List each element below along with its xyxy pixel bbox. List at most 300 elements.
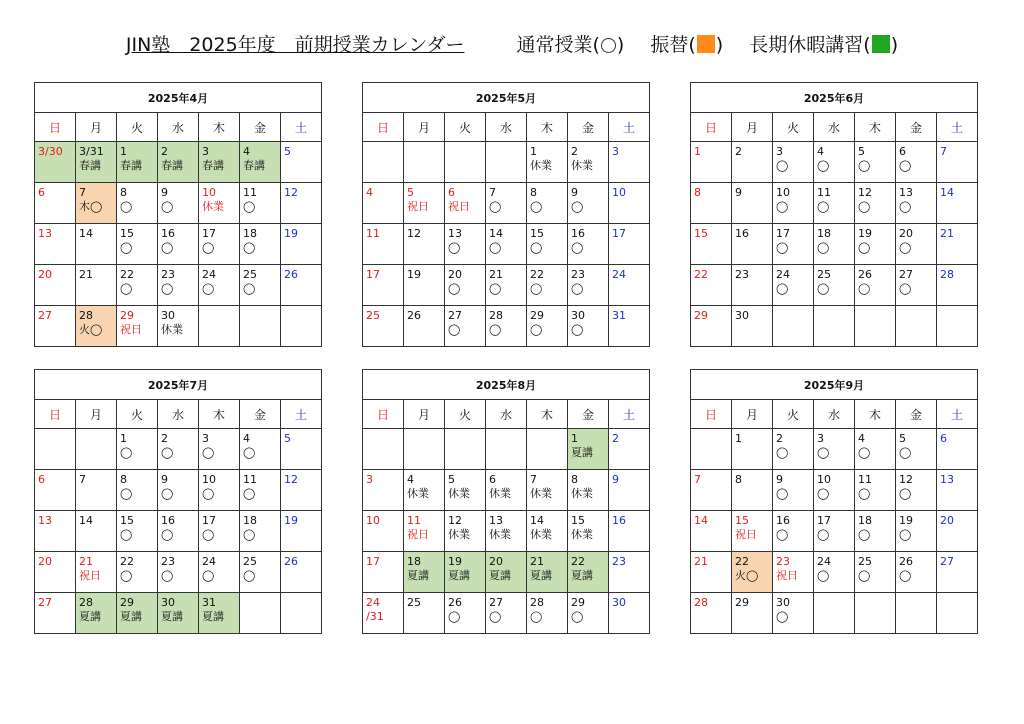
day-number: 29: [120, 596, 134, 609]
day-number: 19: [448, 555, 462, 568]
day-cell: [732, 511, 773, 552]
day-note: 春講: [120, 159, 142, 172]
day-number: 25: [243, 555, 257, 568]
day-number: 27: [448, 309, 462, 322]
day-cell: [281, 552, 322, 593]
day-number: 8: [120, 186, 127, 199]
day-cell: [609, 593, 650, 634]
day-number: 22: [694, 268, 708, 281]
day-number: 2: [571, 145, 578, 158]
day-cell: [363, 265, 404, 306]
day-note: ◯: [202, 241, 215, 254]
week-row: [363, 429, 650, 470]
day-note: ◯: [858, 487, 871, 500]
day-cell: [691, 593, 732, 634]
empty-cell: [486, 142, 527, 183]
day-note: ◯: [899, 241, 912, 254]
day-cell: [76, 142, 117, 183]
day-note: 火◯: [79, 323, 103, 336]
legend-close: ): [616, 34, 625, 56]
day-cell: [896, 470, 937, 511]
day-number: 19: [858, 227, 872, 240]
day-cell: [158, 183, 199, 224]
day-note: ◯: [161, 446, 174, 459]
day-note: 休業: [530, 159, 552, 172]
day-number: 3/30: [38, 145, 63, 158]
day-cell: [937, 265, 978, 306]
day-cell: [568, 265, 609, 306]
day-number: 14: [530, 514, 544, 527]
day-number: 8: [735, 473, 742, 486]
day-cell: [281, 265, 322, 306]
week-row: [363, 511, 650, 552]
day-note: ◯: [858, 241, 871, 254]
day-number: 2: [161, 145, 168, 158]
day-cell: [117, 593, 158, 634]
legend-close: ): [715, 34, 724, 56]
weekday-header: 火: [445, 113, 486, 142]
day-cell: [445, 183, 486, 224]
day-cell: [609, 224, 650, 265]
day-cell: [896, 142, 937, 183]
week-row: [691, 183, 978, 224]
day-number: 19: [284, 514, 298, 527]
day-note: 祝日: [407, 528, 429, 541]
day-number: 17: [366, 555, 380, 568]
day-note: ◯: [243, 241, 256, 254]
day-cell: [404, 224, 445, 265]
day-number: 23: [776, 555, 790, 568]
day-cell: [76, 183, 117, 224]
day-cell: [691, 183, 732, 224]
day-number: 27: [940, 555, 954, 568]
day-note: ◯: [530, 200, 543, 213]
day-cell: [363, 552, 404, 593]
month-title: 2025年8月: [363, 370, 650, 400]
day-cell: [609, 470, 650, 511]
day-cell: [937, 429, 978, 470]
day-number: 30: [776, 596, 790, 609]
day-number: 26: [407, 309, 421, 322]
day-number: 18: [858, 514, 872, 527]
day-number: 2: [612, 432, 619, 445]
day-number: 29: [120, 309, 134, 322]
day-number: 11: [858, 473, 872, 486]
empty-cell: [937, 306, 978, 347]
empty-cell: [691, 429, 732, 470]
day-number: 9: [776, 473, 783, 486]
day-number: 2: [161, 432, 168, 445]
day-note: ◯: [448, 610, 461, 623]
day-cell: [568, 224, 609, 265]
day-cell: [568, 470, 609, 511]
day-cell: [568, 183, 609, 224]
day-number: 4: [243, 145, 250, 158]
day-number: 26: [284, 555, 298, 568]
day-cell: [814, 224, 855, 265]
day-number: 21: [694, 555, 708, 568]
day-note: 休業: [448, 487, 470, 500]
day-number: 28: [79, 309, 93, 322]
day-note: ◯: [161, 569, 174, 582]
day-cell: [855, 511, 896, 552]
day-cell: [691, 511, 732, 552]
day-number: 26: [858, 268, 872, 281]
day-cell: [486, 470, 527, 511]
day-cell: [896, 265, 937, 306]
weekday-header: 火: [773, 400, 814, 429]
day-note: 休業: [202, 200, 224, 213]
day-number: 3/31: [79, 145, 104, 158]
weekday-header: 月: [404, 400, 445, 429]
day-note: 春講: [243, 159, 265, 172]
day-number: 3: [612, 145, 619, 158]
weekday-header: 月: [732, 113, 773, 142]
week-row: [691, 429, 978, 470]
day-cell: [609, 429, 650, 470]
day-cell: [117, 224, 158, 265]
day-note: 春講: [161, 159, 183, 172]
day-number: 1: [120, 432, 127, 445]
day-cell: [486, 511, 527, 552]
day-cell: [35, 511, 76, 552]
day-note: ◯: [571, 282, 584, 295]
day-number: 12: [858, 186, 872, 199]
day-note: ◯: [120, 487, 133, 500]
day-number: 3: [202, 145, 209, 158]
weekday-header: 日: [35, 113, 76, 142]
day-cell: [691, 265, 732, 306]
day-number: 4: [407, 473, 414, 486]
empty-cell: [199, 306, 240, 347]
day-note: 夏講: [407, 569, 429, 582]
day-cell: [527, 511, 568, 552]
month-title: 2025年7月: [35, 370, 322, 400]
day-cell: [568, 593, 609, 634]
day-number: 21: [940, 227, 954, 240]
day-note: ◯: [817, 241, 830, 254]
week-row: [363, 224, 650, 265]
day-note: 休業: [571, 487, 593, 500]
week-row: [691, 142, 978, 183]
weekday-header: 土: [609, 400, 650, 429]
day-number: 10: [817, 473, 831, 486]
legend-substitute: [650, 34, 723, 56]
day-note: 夏講: [120, 610, 142, 623]
empty-cell: [937, 593, 978, 634]
week-row: [691, 470, 978, 511]
day-cell: [363, 183, 404, 224]
day-number: 9: [161, 473, 168, 486]
day-number: 7: [79, 186, 86, 199]
empty-cell: [445, 429, 486, 470]
day-cell: [404, 265, 445, 306]
day-number: 19: [899, 514, 913, 527]
day-cell: [281, 183, 322, 224]
day-cell: [568, 306, 609, 347]
week-row: [691, 511, 978, 552]
day-cell: [240, 224, 281, 265]
day-number: 23: [571, 268, 585, 281]
day-note: ◯: [858, 569, 871, 582]
empty-cell: [404, 429, 445, 470]
day-number: 28: [940, 268, 954, 281]
day-cell: [404, 552, 445, 593]
day-number: 5: [448, 473, 455, 486]
day-cell: [199, 183, 240, 224]
day-number: 29: [530, 309, 544, 322]
day-cell: [527, 470, 568, 511]
day-number: 6: [899, 145, 906, 158]
day-note: ◯: [776, 528, 789, 541]
empty-cell: [896, 306, 937, 347]
day-number: 7: [79, 473, 86, 486]
month-title: 2025年4月: [35, 83, 322, 113]
day-number: 12: [284, 186, 298, 199]
day-note: 夏講: [571, 569, 593, 582]
day-number: 20: [940, 514, 954, 527]
day-cell: [527, 552, 568, 593]
day-note: ◯: [161, 282, 174, 295]
month-title: 2025年6月: [691, 83, 978, 113]
day-cell: [76, 470, 117, 511]
day-cell: [240, 511, 281, 552]
day-number: 1: [735, 432, 742, 445]
empty-cell: [527, 429, 568, 470]
day-note: ◯: [202, 569, 215, 582]
day-cell: [76, 224, 117, 265]
day-note: 祝日: [120, 323, 142, 336]
day-number: 1: [694, 145, 701, 158]
day-cell: [445, 265, 486, 306]
day-number: 10: [366, 514, 380, 527]
day-cell: [486, 552, 527, 593]
day-note: ◯: [571, 323, 584, 336]
day-cell: [814, 552, 855, 593]
day-number: 1: [571, 432, 578, 445]
day-cell: [773, 265, 814, 306]
day-cell: [158, 511, 199, 552]
weekday-header: 金: [896, 400, 937, 429]
day-cell: [76, 511, 117, 552]
day-number: 22: [120, 268, 134, 281]
day-cell: [732, 142, 773, 183]
day-cell: [363, 511, 404, 552]
day-cell: [814, 429, 855, 470]
week-row: [691, 593, 978, 634]
day-number: 22: [571, 555, 585, 568]
day-note: 祝日: [735, 528, 757, 541]
day-number: 19: [284, 227, 298, 240]
day-cell: [896, 224, 937, 265]
day-note: ◯: [571, 610, 584, 623]
day-number: 13: [899, 186, 913, 199]
month-calendar: [34, 369, 322, 634]
day-cell: [855, 470, 896, 511]
day-number: 31: [612, 309, 626, 322]
day-number: 13: [38, 227, 52, 240]
legend-long-break: [749, 34, 898, 56]
day-note: ◯: [202, 446, 215, 459]
day-cell: [281, 511, 322, 552]
day-cell: [117, 511, 158, 552]
day-number: 4: [366, 186, 373, 199]
day-number: 9: [571, 186, 578, 199]
day-note: ◯: [571, 200, 584, 213]
day-number: 2: [735, 145, 742, 158]
day-cell: [117, 183, 158, 224]
day-note: ◯: [776, 446, 789, 459]
day-number: 20: [448, 268, 462, 281]
day-note: 夏講: [161, 610, 183, 623]
day-note: ◯: [243, 200, 256, 213]
day-cell: [486, 593, 527, 634]
empty-cell: [240, 306, 281, 347]
day-cell: [158, 470, 199, 511]
day-cell: [609, 511, 650, 552]
week-row: [35, 593, 322, 634]
day-number: 5: [407, 186, 414, 199]
day-cell: [199, 593, 240, 634]
day-cell: [896, 429, 937, 470]
day-number: 5: [899, 432, 906, 445]
day-cell: [691, 552, 732, 593]
day-cell: [773, 429, 814, 470]
day-number: 21: [530, 555, 544, 568]
day-cell: [76, 306, 117, 347]
empty-cell: [363, 429, 404, 470]
day-number: 7: [489, 186, 496, 199]
day-note: 休業: [489, 528, 511, 541]
day-cell: [568, 429, 609, 470]
day-number: 12: [448, 514, 462, 527]
week-row: [35, 142, 322, 183]
day-number: 20: [899, 227, 913, 240]
day-number: 16: [571, 227, 585, 240]
day-note: ◯: [120, 241, 133, 254]
day-number: 6: [940, 432, 947, 445]
day-cell: [527, 224, 568, 265]
day-number: 8: [120, 473, 127, 486]
week-row: [691, 224, 978, 265]
day-cell: [240, 429, 281, 470]
day-cell: [158, 306, 199, 347]
day-number: 29: [694, 309, 708, 322]
week-row: [363, 265, 650, 306]
day-cell: [814, 142, 855, 183]
month-title: 2025年9月: [691, 370, 978, 400]
day-note: ◯: [448, 241, 461, 254]
day-cell: [609, 183, 650, 224]
day-number: 18: [407, 555, 421, 568]
day-cell: [240, 470, 281, 511]
day-cell: [732, 306, 773, 347]
day-number: 25: [243, 268, 257, 281]
day-note: 祝日: [448, 200, 470, 213]
day-cell: [814, 470, 855, 511]
day-number: 28: [489, 309, 503, 322]
day-note: ◯: [858, 528, 871, 541]
day-cell: [281, 224, 322, 265]
day-cell: [281, 429, 322, 470]
day-number: 8: [694, 186, 701, 199]
day-cell: [199, 429, 240, 470]
day-cell: [691, 306, 732, 347]
day-number: 30: [161, 596, 175, 609]
day-number: 18: [817, 227, 831, 240]
day-number: 20: [38, 268, 52, 281]
weekday-header: 月: [76, 400, 117, 429]
day-note: ◯: [776, 487, 789, 500]
day-number: 12: [899, 473, 913, 486]
day-cell: [691, 142, 732, 183]
day-number: 10: [776, 186, 790, 199]
day-note: 休業: [571, 159, 593, 172]
day-note: ◯: [202, 282, 215, 295]
day-number: 28: [694, 596, 708, 609]
day-number: 15: [120, 227, 134, 240]
day-cell: [445, 552, 486, 593]
day-note: ◯: [817, 487, 830, 500]
day-note: 休業: [448, 528, 470, 541]
day-note: ◯: [858, 159, 871, 172]
day-note: ◯: [899, 487, 912, 500]
day-cell: [158, 224, 199, 265]
day-note: ◯: [120, 528, 133, 541]
day-cell: [445, 470, 486, 511]
day-number: 16: [161, 227, 175, 240]
day-note: 夏講: [530, 569, 552, 582]
day-cell: [117, 265, 158, 306]
day-number: 16: [612, 514, 626, 527]
day-number: 15: [571, 514, 585, 527]
day-note: ◯: [243, 446, 256, 459]
empty-cell: [240, 593, 281, 634]
day-cell: [609, 306, 650, 347]
day-cell: [855, 429, 896, 470]
day-number: 10: [202, 186, 216, 199]
weekday-header: 木: [199, 113, 240, 142]
day-note: ◯: [776, 159, 789, 172]
day-number: 22: [530, 268, 544, 281]
empty-cell: [814, 306, 855, 347]
day-number: 25: [407, 596, 421, 609]
day-note: ◯: [489, 323, 502, 336]
day-note: ◯: [120, 569, 133, 582]
day-note: ◯: [817, 200, 830, 213]
day-cell: [35, 183, 76, 224]
day-number: 16: [776, 514, 790, 527]
day-note: ◯: [489, 241, 502, 254]
day-cell: [117, 142, 158, 183]
day-note: ◯: [817, 569, 830, 582]
day-number: 13: [489, 514, 503, 527]
day-cell: [937, 470, 978, 511]
day-cell: [404, 470, 445, 511]
day-number: 11: [407, 514, 421, 527]
day-number: 26: [284, 268, 298, 281]
week-row: [363, 593, 650, 634]
month-calendar: [362, 82, 650, 347]
day-note: ◯: [571, 241, 584, 254]
day-note: 祝日: [776, 569, 798, 582]
day-note: 夏講: [489, 569, 511, 582]
day-cell: [568, 552, 609, 593]
day-cell: [691, 470, 732, 511]
day-number: 5: [284, 432, 291, 445]
day-note: ◯: [243, 282, 256, 295]
weekday-header: 日: [35, 400, 76, 429]
